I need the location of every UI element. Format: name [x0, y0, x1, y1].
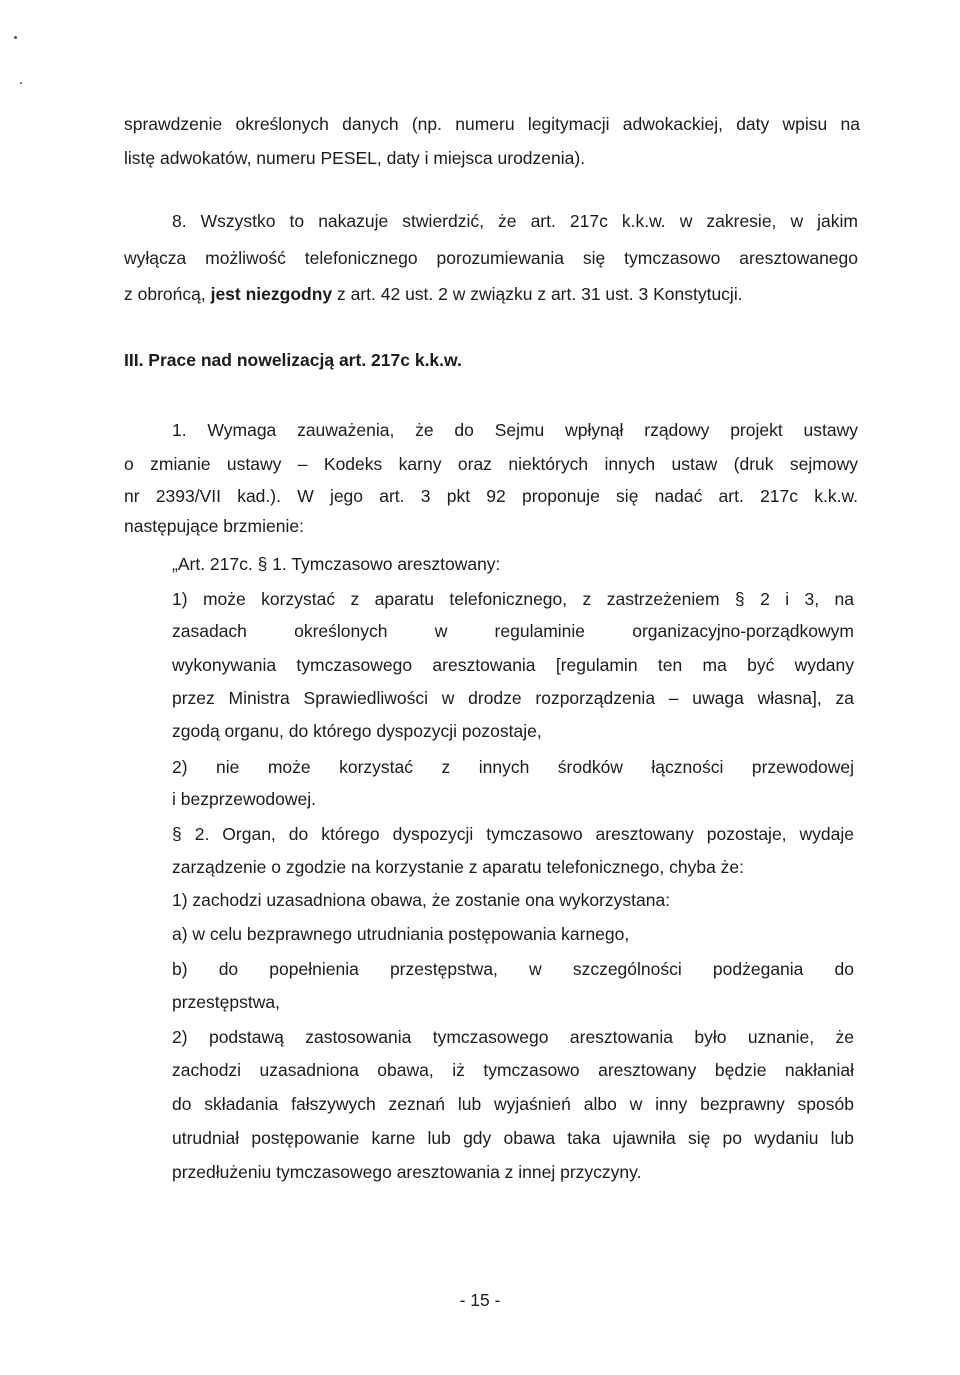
quote-line: 1) może korzystać z aparatu telefonicznego, z zastrzeżeniem § 2 i 3, na — [172, 589, 854, 609]
quote-line: zarządzenie o zgodzie na korzystanie z aparatu telefonicznego, chyba że: — [172, 857, 745, 877]
paragraph-line — [124, 282, 743, 306]
quote-line: a) w celu bezprawnego utrudniania postępowania karnego, — [172, 924, 630, 944]
quote-line: przedłużeniu tymczasowego aresztowania z innej przyczyny. — [172, 1162, 642, 1182]
quote-line: przestępstwa, — [172, 992, 280, 1012]
paragraph-line: wyłącza możliwość telefonicznego porozumiewania się tymczasowo aresztowanego — [124, 248, 858, 268]
quote-line: 2) nie może korzystać z innych środków łączności przewodowej — [172, 757, 854, 777]
quote-line: zgodą organu, do którego dyspozycji pozostaje, — [172, 721, 542, 741]
scan-speck — [20, 82, 22, 84]
quote-line: § 2. Organ, do którego dyspozycji tymczasowo aresztowany pozostaje, wydaje — [172, 824, 854, 844]
quote-line: b) do popełnienia przestępstwa, w szczególności podżegania do — [172, 959, 854, 979]
quote-line: „Art. 217c. § 1. Tymczasowo aresztowany: — [172, 554, 501, 574]
paragraph-line: o zmianie ustawy – Kodeks karny oraz niektórych innych ustaw (druk sejmowy — [124, 454, 858, 474]
scan-speck — [14, 36, 17, 39]
quote-line: utrudniał postępowanie karne lub gdy obawa taka ujawniła się po wydaniu lub — [172, 1128, 854, 1148]
paragraph-line: 1. Wymaga zauważenia, że do Sejmu wpłynął rządowy projekt ustawy — [172, 420, 858, 440]
quote-line: przez Ministra Sprawiedliwości w drodze rozporządzenia – uwaga własna], za — [172, 688, 854, 708]
quote-line: 1) zachodzi uzasadniona obawa, że zostanie ona wykorzystana: — [172, 890, 671, 910]
quote-line: 2) podstawą zastosowania tymczasowego aresztowania było uznanie, że — [172, 1027, 854, 1047]
text-run: z obrońcą, — [124, 284, 211, 304]
bold-text: jest niezgodny — [210, 284, 333, 304]
quote-line: zachodzi uzasadniona obawa, iż tymczasowo aresztowany będzie nakłaniał — [172, 1060, 854, 1080]
paragraph-line: sprawdzenie określonych danych (np. numeru legitymacji adwokackiej, daty wpisu na — [124, 114, 860, 134]
paragraph-line: nr 2393/VII kad.). W jego art. 3 pkt 92 proponuje się nadać art. 217c k.k.w. — [124, 486, 858, 506]
section-heading: III. Prace nad nowelizacją art. 217c k.k.w. — [124, 350, 462, 370]
quote-line: do składania fałszywych zeznań lub wyjaśnień albo w inny bezprawny sposób — [172, 1094, 854, 1114]
paragraph-line: listę adwokatów, numeru PESEL, daty i miejsca urodzenia). — [124, 148, 586, 168]
paragraph-line: następujące brzmienie: — [124, 516, 304, 536]
quote-line: i bezprzewodowej. — [172, 789, 316, 809]
page-number: - 15 - — [459, 1290, 501, 1310]
text-run: z art. 42 ust. 2 w związku z art. 31 ust. 3 Konstytucji. — [332, 284, 743, 304]
quote-line: wykonywania tymczasowego aresztowania [regulamin ten ma być wydany — [172, 655, 854, 675]
paragraph-line: 8. Wszystko to nakazuje stwierdzić, że art. 217c k.k.w. w zakresie, w jakim — [172, 211, 858, 231]
quote-line: zasadach określonych w regulaminie organizacyjno-porządkowym — [172, 621, 854, 641]
